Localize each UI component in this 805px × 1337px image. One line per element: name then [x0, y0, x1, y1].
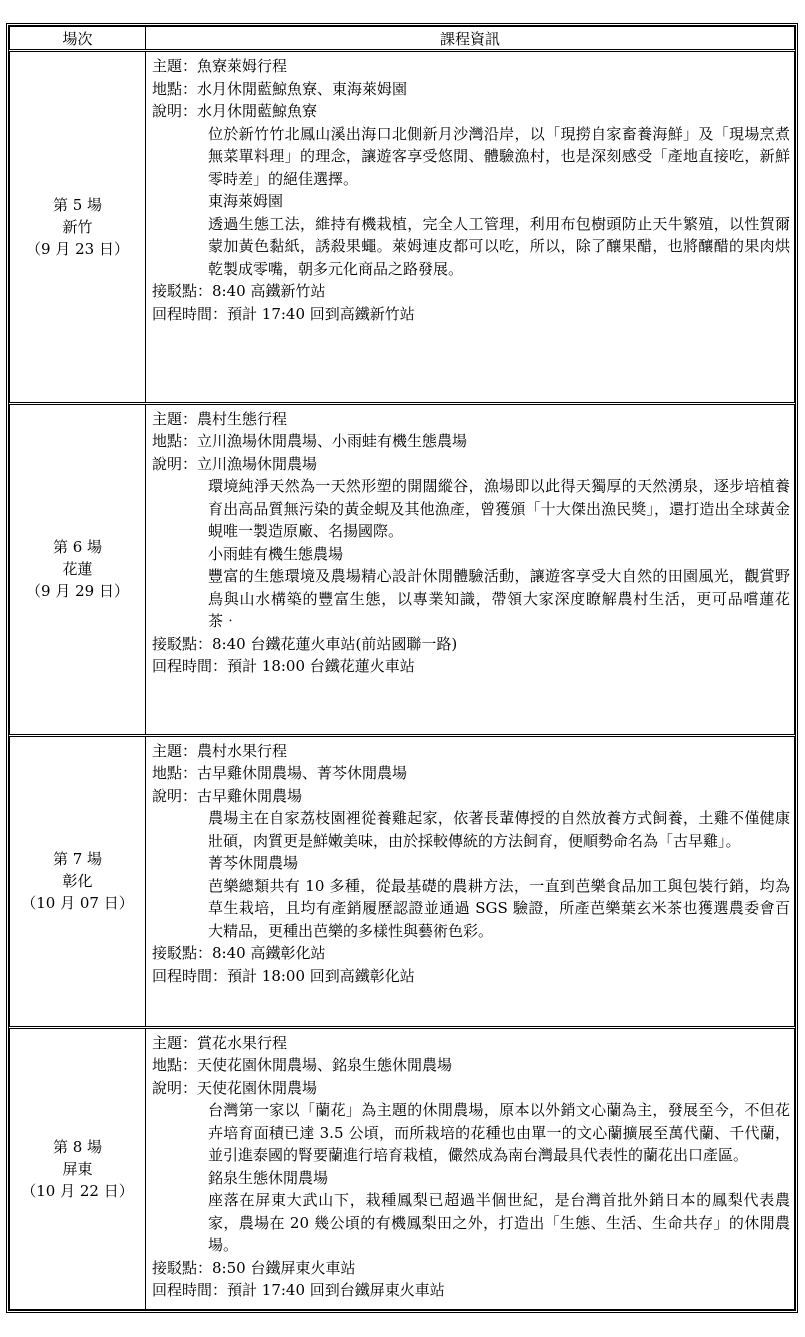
place-label: 地點： — [152, 432, 198, 451]
session-date: （9 月 29 日） — [26, 582, 129, 601]
pickup-value: 8:40 高鐵彰化站 — [212, 944, 326, 963]
desc-label: 說明： — [152, 454, 198, 473]
pickup-label: 接駁點： — [152, 944, 213, 963]
place-label: 地點： — [152, 79, 198, 98]
farm-description: 農場主在自家荔枝園裡從養雞起家，依著長輩傳授的自然放養方式飼養，土雞不僅健康壯碩，肉質更是鮮嫩美味，由於採較傳統的方法飼育，便順勢命名為「古早雞」。 — [208, 809, 790, 850]
session-row — [10, 51, 795, 404]
theme-value: 賞花水果行程 — [197, 1033, 288, 1052]
theme-value: 農村生態行程 — [197, 409, 288, 428]
farm-name: 東海萊姆園 — [208, 192, 284, 210]
farm-name: 銘泉生態休閒農場 — [208, 1168, 329, 1187]
session-row — [10, 403, 795, 735]
place-value: 立川漁場休閒農場、小雨蛙有機生態農場 — [197, 432, 468, 451]
session-number: 第 7 場 — [52, 850, 103, 869]
farm-description: 座落在屏東大武山下，栽種鳳梨已超過半個世紀，是台灣首批外銷日本的鳳梨代表農家，農場在 20 幾公頃的有機鳳梨田之外，打造出「生態、生活、生命共存」的休閒農場。 — [208, 1191, 790, 1255]
pickup-value: 8:40 高鐵新竹站 — [212, 282, 326, 300]
pickup-value: 8:50 台鐵屏東火車站 — [212, 1258, 356, 1277]
return-value: 預計 17:40 回到台鐵屏東火車站 — [227, 1281, 445, 1300]
header-info: 課程資訊 — [146, 27, 795, 51]
session-date: （10 月 22 日） — [21, 1181, 134, 1200]
theme-label: 主題： — [152, 57, 198, 75]
place-value: 古早雞休閒農場、菁芩休閒農場 — [197, 764, 408, 783]
farm-name: 小雨蛙有機生態農場 — [208, 544, 344, 563]
theme-value: 農村水果行程 — [197, 741, 288, 760]
session-cell — [10, 403, 146, 735]
farm-description: 位於新竹竹北鳳山溪出海口北側新月沙灣沿岸，以「現撈自家畜養海鮮」及「現場烹煮無菜單料理」的理念，讓遊客享受悠閒、體驗漁村，也是深刻感受「產地直接吃，新鮮零時差」的絕佳選擇。 — [208, 124, 790, 188]
pickup-label: 接駁點： — [152, 282, 213, 300]
return-value: 預計 18:00 回到高鐵彰化站 — [227, 966, 415, 985]
farm-description: 芭樂總類共有 10 多種，從最基礎的農耕方法，一直到芭樂食品加工與包裝行銷，均為草生栽培，且均有產銷履歷認證並通過 SGS 驗證，所產芭樂葉玄米茶也獲選農委會百大精品，更種出芭樂的多樣性與藝術色彩。 — [208, 876, 790, 940]
farm-description: 環境純淨天然為一天然形塑的開闊縱谷，漁場即以此得天獨厚的天然湧泉，逐步培植養育出高品質無污染的黃金蜆及其他漁產，曾獲頒「十大傑出漁民獎」，還打造出全球黃金蜆唯一製造原廠、名揚國際。 — [208, 477, 790, 541]
theme-value: 魚寮萊姆行程 — [197, 57, 288, 75]
place-value: 水月休閒藍鯨魚寮、東海萊姆園 — [197, 79, 408, 98]
return-label: 回程時間： — [152, 1281, 228, 1300]
return-value: 預計 17:40 回到高鐵新竹站 — [227, 304, 415, 323]
header-session: 場次 — [10, 27, 146, 51]
desc-label: 說明： — [152, 1078, 198, 1097]
session-city: 彰化 — [62, 872, 93, 891]
theme-label: 主題： — [152, 741, 198, 760]
farm-name: 立川漁場休閒農場 — [197, 454, 318, 473]
session-row — [10, 735, 795, 1027]
pickup-label: 接駁點： — [152, 634, 213, 653]
return-label: 回程時間： — [152, 966, 228, 985]
farm-description: 豐富的生態環境及農場精心設計休閒體驗活動，讓遊客享受大自然的田園風光，觀賞野鳥與山水構築的豐富生態，以專業知識，帶領大家深度瞭解農村生活，更可品嚐蓮花茶‧ — [208, 567, 790, 631]
info-cell — [146, 735, 795, 1027]
pickup-label: 接駁點： — [152, 1258, 213, 1277]
session-number: 第 8 場 — [52, 1137, 103, 1156]
return-label: 回程時間： — [152, 657, 228, 676]
info-cell — [146, 1027, 795, 1309]
session-number: 第 5 場 — [52, 195, 103, 214]
session-city: 屏東 — [62, 1159, 93, 1178]
session-date: （9 月 23 日） — [26, 239, 129, 258]
session-number: 第 6 場 — [52, 538, 103, 557]
farm-name: 菁芩休閒農場 — [208, 854, 299, 873]
return-label: 回程時間： — [152, 304, 228, 323]
session-cell — [10, 1027, 146, 1309]
session-date: （10 月 07 日） — [21, 894, 134, 913]
desc-label: 說明： — [152, 102, 198, 120]
session-city: 花蓮 — [62, 560, 93, 579]
theme-label: 主題： — [152, 1033, 198, 1052]
farm-name: 水月休閒藍鯨魚寮 — [197, 102, 318, 120]
session-cell — [10, 51, 146, 404]
theme-label: 主題： — [152, 409, 198, 428]
place-value: 天使花園休閒農場、銘泉生態休閒農場 — [197, 1056, 453, 1075]
place-label: 地點： — [152, 1056, 198, 1075]
info-cell — [146, 403, 795, 735]
session-cell — [10, 735, 146, 1027]
place-label: 地點： — [152, 764, 198, 783]
farm-description: 台灣第一家以「蘭花」為主題的休閒農場，原本以外銷文心蘭為主，發展至今，不但花卉培育面積已達 3.5 公頃，而所栽培的花種也由單一的文心蘭擴展至萬代蘭、千代蘭，並引進泰國的腎要蘭進行培育栽植，儼然成為南台灣最具代表性的蘭花出口產區。 — [208, 1101, 790, 1165]
session-row — [10, 1027, 795, 1309]
farm-name: 天使花園休閒農場 — [197, 1078, 318, 1097]
farm-name: 古早雞休閒農場 — [197, 786, 303, 805]
session-city: 新竹 — [62, 217, 93, 236]
return-value: 預計 18:00 台鐵花蓮火車站 — [227, 657, 415, 676]
desc-label: 說明： — [152, 786, 198, 805]
farm-description: 透過生態工法，維持有機栽植，完全人工管理，利用布包樹頭防止天牛繁殖，以性賀爾蒙加黃色黏紙，誘殺果蠅。萊姆連皮都可以吃，所以，除了釀果醋，也將釀醋的果肉烘乾製成零嘴，朝多元化商品之路發展。 — [208, 214, 790, 278]
schedule-table — [6, 23, 798, 1313]
info-cell — [146, 51, 795, 404]
pickup-value: 8:40 台鐵花蓮火車站(前站國聯一路) — [212, 634, 458, 653]
